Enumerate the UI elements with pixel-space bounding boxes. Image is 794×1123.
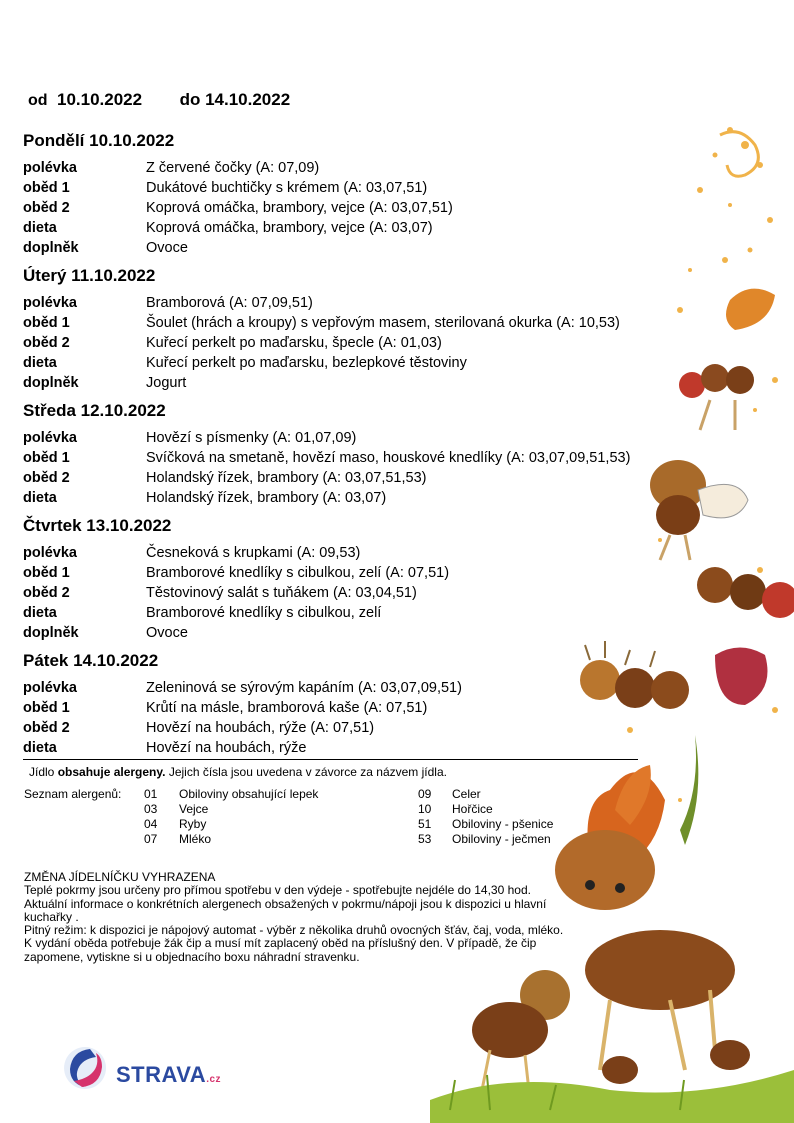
meal-name: Kuřecí perkelt po maďarsku, bezlepkové těstoviny <box>146 355 467 371</box>
footer-heading: ZMĚNA JÍDELNÍČKU VYHRAZENA <box>24 870 216 884</box>
period-from-date: 10.10.2022 <box>57 90 143 109</box>
meal-type: oběd 2 <box>23 470 70 486</box>
footer-line: zapomene, vytiskne si u objednacího boxu náhradní stravenku. <box>24 949 360 964</box>
day-title: Pátek 14.10.2022 <box>23 651 159 670</box>
meal-type: dieta <box>23 740 57 756</box>
meal-name: Ovoce <box>146 625 188 641</box>
meal-type: oběd 1 <box>23 450 70 466</box>
meal-name: Česneková s krupkami (A: 09,53) <box>146 545 361 561</box>
allergen-item: 04 Ryby <box>144 817 207 831</box>
footer-notes <box>24 871 644 964</box>
menu-row <box>23 158 723 178</box>
meal-name: Bramborové knedlíky s cibulkou, zelí <box>146 605 382 621</box>
menu-row <box>23 543 723 563</box>
allergen-list-left <box>144 787 318 847</box>
menu-row <box>23 238 723 258</box>
allergen-item: 07 Mléko <box>144 832 212 846</box>
meal-type: oběd 2 <box>23 200 70 216</box>
day-wednesday <box>23 398 723 508</box>
meal-type: oběd 1 <box>23 565 70 581</box>
meal-type: oběd 1 <box>23 180 70 196</box>
meal-name: Šoulet (hrách a kroupy) s vepřovým masem, sterilovaná okurka (A: 10,53) <box>146 315 620 331</box>
meal-name: Holandský řízek, brambory (A: 03,07) <box>146 490 387 506</box>
footer-line: Pitný režim: k dispozici je nápojový automat - výběr z několika druhů ovocných šťáv, čaj, voda, mléko. <box>24 923 564 938</box>
meal-name: Krůtí na másle, bramborová kaše (A: 07,51) <box>146 700 428 716</box>
meal-name: Zeleninová se sýrovým kapáním (A: 03,07,09,51) <box>146 680 462 696</box>
menu-row <box>23 718 723 738</box>
period-to-label: do <box>179 90 201 109</box>
divider <box>23 759 638 760</box>
menu-row <box>23 488 723 508</box>
meal-type: oběd 2 <box>23 585 70 601</box>
menu-row <box>23 333 723 353</box>
meal-type: oběd 2 <box>23 720 70 736</box>
meal-type: polévka <box>23 430 77 446</box>
meal-type: dieta <box>23 490 57 506</box>
allergen-item: 09 Celer <box>418 787 481 801</box>
footer-line: K vydání oběda potřebuje žák čip a musí mít zaplacený oběd na příslušný den. V případě, že čip <box>24 936 537 951</box>
meal-name: Hovězí na houbách, rýže <box>146 740 307 756</box>
strava-logo-icon <box>60 1043 110 1093</box>
allergen-list-right <box>418 787 553 847</box>
meal-type: oběd 1 <box>23 700 70 716</box>
strava-logo-text: STRAVA.cz <box>116 1062 222 1087</box>
meal-name: Svíčková na smetaně, hovězí maso, houskové knedlíky (A: 03,07,09,51,53) <box>146 450 631 466</box>
day-friday <box>23 648 723 758</box>
day-title: Úterý 11.10.2022 <box>23 266 156 285</box>
meal-name: Kuřecí perkelt po maďarsku, špecle (A: 01,03) <box>146 335 442 351</box>
meal-type: polévka <box>23 160 77 176</box>
menu-row <box>23 178 723 198</box>
menu-row <box>23 623 723 643</box>
menu-row <box>23 678 723 698</box>
allergen-item: 51 Obiloviny - pšenice <box>418 817 554 831</box>
meal-name: Bramborová (A: 07,09,51) <box>146 295 313 311</box>
allergen-item: 01 Obiloviny obsahující lepek <box>144 787 319 801</box>
meal-type: polévka <box>23 295 77 311</box>
day-tuesday <box>23 263 723 393</box>
period-to-date: 14.10.2022 <box>205 90 291 109</box>
footer-line: kuchařky . <box>24 909 79 924</box>
meal-name: Bramborové knedlíky s cibulkou, zelí (A: 07,51) <box>146 565 450 581</box>
menu-row <box>23 583 723 603</box>
meal-name: Koprová omáčka, brambory, vejce (A: 03,07) <box>146 220 433 236</box>
day-monday <box>23 128 723 258</box>
meal-type: doplněk <box>23 375 79 391</box>
meal-name: Jogurt <box>146 375 187 391</box>
meal-name: Těstovinový salát s tuňákem (A: 03,04,51) <box>146 585 417 601</box>
footer-line: Teplé pokrmy jsou určeny pro přímou spotřebu v den výdeje - spotřebujte nejdéle do 14,30 hod. <box>24 883 531 898</box>
meal-name: Koprová omáčka, brambory, vejce (A: 03,07,51) <box>146 200 453 216</box>
menu-row <box>23 218 723 238</box>
menu-row <box>23 373 723 393</box>
meal-type: dieta <box>23 605 57 621</box>
day-title: Pondělí 10.10.2022 <box>23 131 175 150</box>
meal-type: polévka <box>23 545 77 561</box>
allergen-item: 10 Hořčice <box>418 802 493 816</box>
day-title: Čtvrtek 13.10.2022 <box>23 516 172 535</box>
menu-row <box>23 313 723 333</box>
day-thursday <box>23 513 723 643</box>
meal-type: doplněk <box>23 625 79 641</box>
meal-type: oběd 2 <box>23 335 70 351</box>
menu-row <box>23 468 723 488</box>
meal-type: polévka <box>23 680 77 696</box>
menu-row <box>23 353 723 373</box>
meal-type: dieta <box>23 220 57 236</box>
menu-row <box>23 293 723 313</box>
meal-type: dieta <box>23 355 57 371</box>
day-title: Středa 12.10.2022 <box>23 401 166 420</box>
allergen-list-label: Seznam alergenů: <box>24 787 122 801</box>
menu-row <box>23 563 723 583</box>
meal-name: Holandský řízek, brambory (A: 03,07,51,53) <box>146 470 427 486</box>
allergen-note: Jídlo obsahuje alergeny. Jejich čísla jsou uvedena v závorce za názvem jídla. <box>29 765 447 779</box>
menu-period <box>28 90 290 110</box>
menu-row <box>23 603 723 623</box>
meal-name: Hovězí s písmenky (A: 01,07,09) <box>146 430 357 446</box>
menu-row <box>23 428 723 448</box>
allergen-item: 03 Vejce <box>144 802 209 816</box>
menu-row <box>23 198 723 218</box>
menu-row <box>23 738 723 758</box>
meal-name: Z červené čočky (A: 07,09) <box>146 160 320 176</box>
meal-type: oběd 1 <box>23 315 70 331</box>
meal-type: doplněk <box>23 240 79 256</box>
meal-name: Hovězí na houbách, rýže (A: 07,51) <box>146 720 375 736</box>
menu-row <box>23 448 723 468</box>
footer-line: Aktuální informace o konkrétních alergenech obsažených v pokrmu/nápoji jsou k dispozici u hlavní <box>24 896 547 911</box>
period-from-label: od <box>28 92 48 109</box>
meal-name: Dukátové buchtičky s krémem (A: 03,07,51) <box>146 180 428 196</box>
meal-name: Ovoce <box>146 240 188 256</box>
allergen-item: 53 Obiloviny - ječmen <box>418 832 551 846</box>
menu-row <box>23 698 723 718</box>
